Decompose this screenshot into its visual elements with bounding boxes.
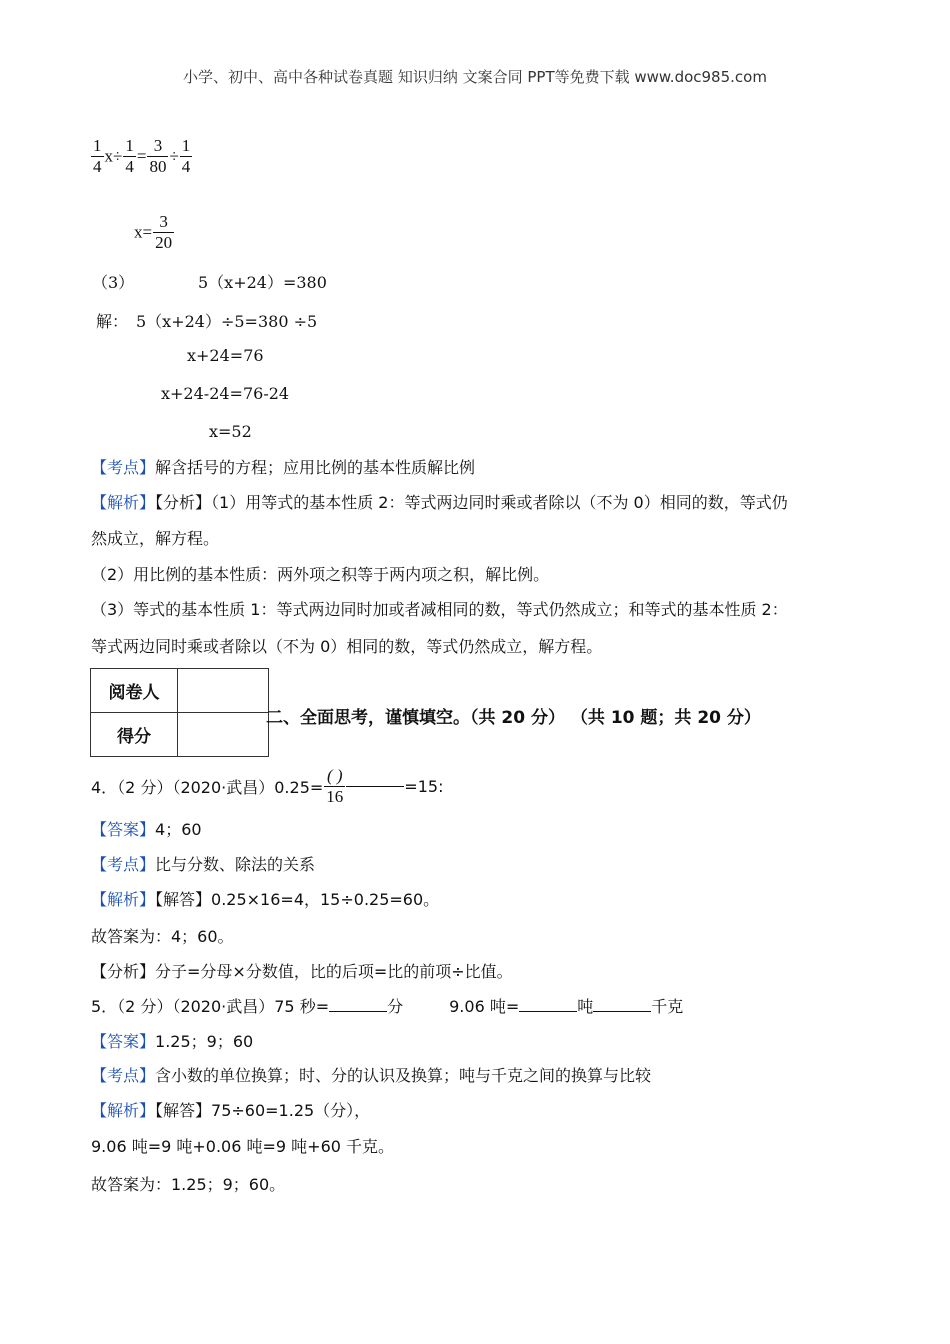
kaodian-text: 含小数的单位换算；时、分的认识及换算；吨与千克之间的换算与比较	[155, 1066, 652, 1085]
q5-unit: 千克	[651, 997, 684, 1016]
answer-blank[interactable]	[593, 1011, 651, 1012]
q4-prefix: 4．（2 分）（2020·武昌）0.25=	[91, 778, 324, 797]
kaodian-line	[91, 1063, 651, 1086]
jiexi-text: 【分析】（1）用等式的基本性质 2：等式两边同时乘或者除以（不为 0）相同的数，等式仍	[155, 493, 788, 512]
kaodian-line	[91, 455, 475, 478]
fraction-answer: x= $\frac{3}{20}$	[134, 212, 173, 252]
q3-step: x=52	[209, 422, 252, 441]
kaodian-tag: 【考点】	[91, 1066, 156, 1085]
fraction-blank: $\frac{( )}{16}$	[326, 766, 344, 806]
q4-suffix: =15:	[404, 777, 444, 796]
answer-text: 4；60	[155, 820, 202, 839]
jiexi-text: 等式两边同时乘或者除以（不为 0）相同的数，等式仍然成立，解方程。	[91, 637, 603, 656]
solve-label: 解：	[96, 312, 129, 331]
jiexi-line	[91, 887, 439, 910]
question-4	[91, 766, 443, 807]
score-cell	[178, 713, 269, 757]
kaodian-tag: 【考点】	[91, 855, 156, 874]
jiexi-text: 【解答】0.25×16=4，15÷0.25=60。	[155, 890, 440, 909]
answer-text: 1.25；9；60	[155, 1032, 254, 1051]
fraction: $\frac{3}{20}$	[155, 212, 173, 252]
fraction-equation: $\frac{1}{4}$ x÷ $\frac{1}{4}$ = $\frac{3}{80}$ ÷ $\frac{1}{4}$	[93, 136, 191, 176]
fraction: $\frac{3}{80}$	[149, 136, 167, 176]
jiexi-text: 9.06 吨=9 吨+0.06 吨=9 吨+60 千克。	[91, 1137, 395, 1156]
jiexi-line	[91, 1098, 370, 1121]
jiexi-tag: 【解析】	[91, 493, 156, 512]
q5-unit: 吨	[577, 997, 594, 1016]
q3-step: 5（x+24）÷5=380 ÷5	[136, 312, 318, 331]
jiexi-text: （3）等式的基本性质 1：等式两边同时加或者减相同的数，等式仍然成立；和等式的基本性质 2：	[91, 600, 788, 619]
grader-label: 阅卷人	[91, 669, 178, 713]
question-5	[91, 994, 683, 1017]
jiexi-line	[91, 490, 788, 513]
kaodian-text: 比与分数、除法的关系	[155, 855, 316, 874]
section-title: 二、全面思考，谨慎填空。（共 20 分） （共 10 题；共 20 分）	[266, 708, 761, 728]
q3-step: x+24-24=76-24	[161, 384, 290, 403]
fraction: $\frac{1}{4}$	[93, 136, 102, 176]
grader-table	[90, 668, 269, 757]
answer-blank[interactable]	[519, 1011, 577, 1012]
jiexi-text: 【解答】75÷60=1.25（分），	[155, 1101, 371, 1120]
answer-blank[interactable]	[346, 786, 404, 787]
grader-cell	[178, 669, 269, 713]
jiexi-text: 然成立，解方程。	[91, 529, 220, 548]
q3-label: （3）	[92, 273, 135, 292]
analysis-text: 【分析】分子=分母×分数值，比的后项=比的前项÷比值。	[91, 962, 513, 981]
jiexi-text: （2）用比例的基本性质：两外项之积等于两内项之积，解比例。	[91, 565, 550, 584]
answer-tag: 【答案】	[91, 820, 156, 839]
kaodian-text: 解含括号的方程；应用比例的基本性质解比例	[155, 458, 476, 477]
score-label: 得分	[91, 713, 178, 757]
fraction: $\frac{1}{4}$	[181, 136, 191, 176]
kaodian-line	[91, 852, 315, 875]
jiexi-tag: 【解析】	[91, 1101, 156, 1120]
jiexi-tag: 【解析】	[91, 890, 156, 909]
conclusion-text: 故答案为：4；60。	[91, 927, 234, 946]
q5-prefix: 5．（2 分）（2020·武昌）75 秒=	[91, 997, 330, 1016]
q3-equation: 5（x+24）=380	[198, 273, 327, 292]
conclusion-text: 故答案为：1.25；9；60。	[91, 1175, 286, 1194]
kaodian-tag: 【考点】	[91, 458, 156, 477]
q5-unit: 分	[387, 997, 404, 1016]
q5-part2: 9.06 吨=	[449, 997, 520, 1016]
page-header: 小学、初中、高中各种试卷真题 知识归纳 文案合同 PPT等免费下载 www.doc985.com	[183, 68, 767, 86]
answer-line	[91, 1029, 253, 1052]
answer-tag: 【答案】	[91, 1032, 156, 1051]
answer-blank[interactable]	[329, 1011, 387, 1012]
fraction: $\frac{1}{4}$	[125, 136, 134, 176]
q3-step: x+24=76	[187, 346, 264, 365]
answer-line	[91, 817, 202, 840]
